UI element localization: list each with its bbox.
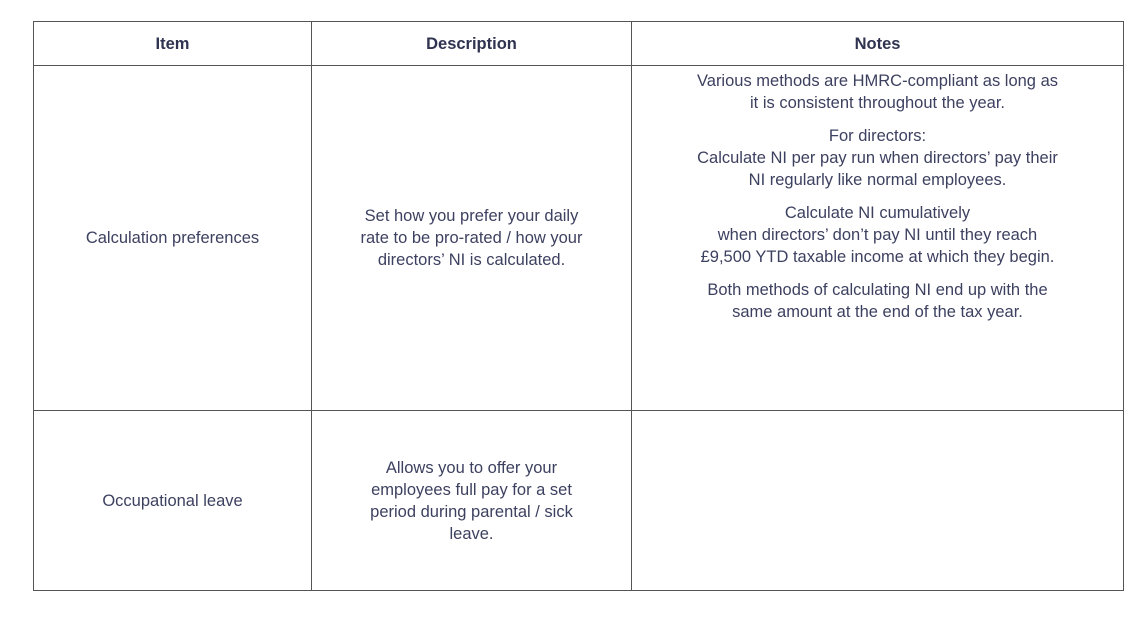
header-description: Description — [312, 22, 632, 66]
notes-paragraph — [642, 279, 1113, 323]
settings-table — [33, 21, 1124, 591]
description-line: Allows you to offer your — [385, 458, 558, 477]
notes-line: £9,500 YTD taxable income at which they begin. — [700, 248, 1055, 266]
notes-cell — [632, 66, 1124, 411]
table-header-row — [34, 22, 1124, 66]
description-line: rate to be pro-rated / how your — [360, 229, 583, 247]
notes-line: Calculate NI cumulatively — [784, 204, 971, 222]
notes-paragraph — [642, 125, 1113, 191]
notes-cell-empty — [632, 411, 1124, 591]
notes-line: Calculate NI per pay run when directors’ pay their — [697, 149, 1058, 167]
item-calculation-preferences: Calculation preferences — [34, 66, 312, 411]
description-line: employees full pay for a set — [371, 480, 572, 499]
notes-line: Various methods are HMRC-compliant as long as — [696, 72, 1058, 90]
notes-paragraph — [642, 70, 1113, 114]
notes-line: Both methods of calculating NI end up with the — [707, 281, 1048, 299]
notes-line: when directors’ don’t pay NI until they reach — [717, 226, 1038, 244]
description-line: Set how you prefer your daily — [364, 207, 579, 225]
item-occupational-leave: Occupational leave — [34, 411, 312, 591]
notes-line: same amount at the end of the tax year. — [732, 303, 1023, 321]
description-line: period during parental / sick — [370, 502, 573, 521]
notes-line: For directors: — [828, 127, 927, 145]
table-row — [34, 66, 1124, 411]
header-item: Item — [34, 22, 312, 66]
table-row — [34, 411, 1124, 591]
description-line: directors’ NI is calculated. — [377, 251, 566, 269]
description-line: leave. — [449, 524, 494, 543]
notes-paragraph — [642, 202, 1113, 268]
description-cell — [312, 411, 632, 591]
notes-line: NI regularly like normal employees. — [748, 171, 1007, 189]
notes-line: it is consistent throughout the year. — [750, 94, 1005, 112]
description-cell — [312, 66, 632, 411]
header-notes: Notes — [632, 22, 1124, 66]
